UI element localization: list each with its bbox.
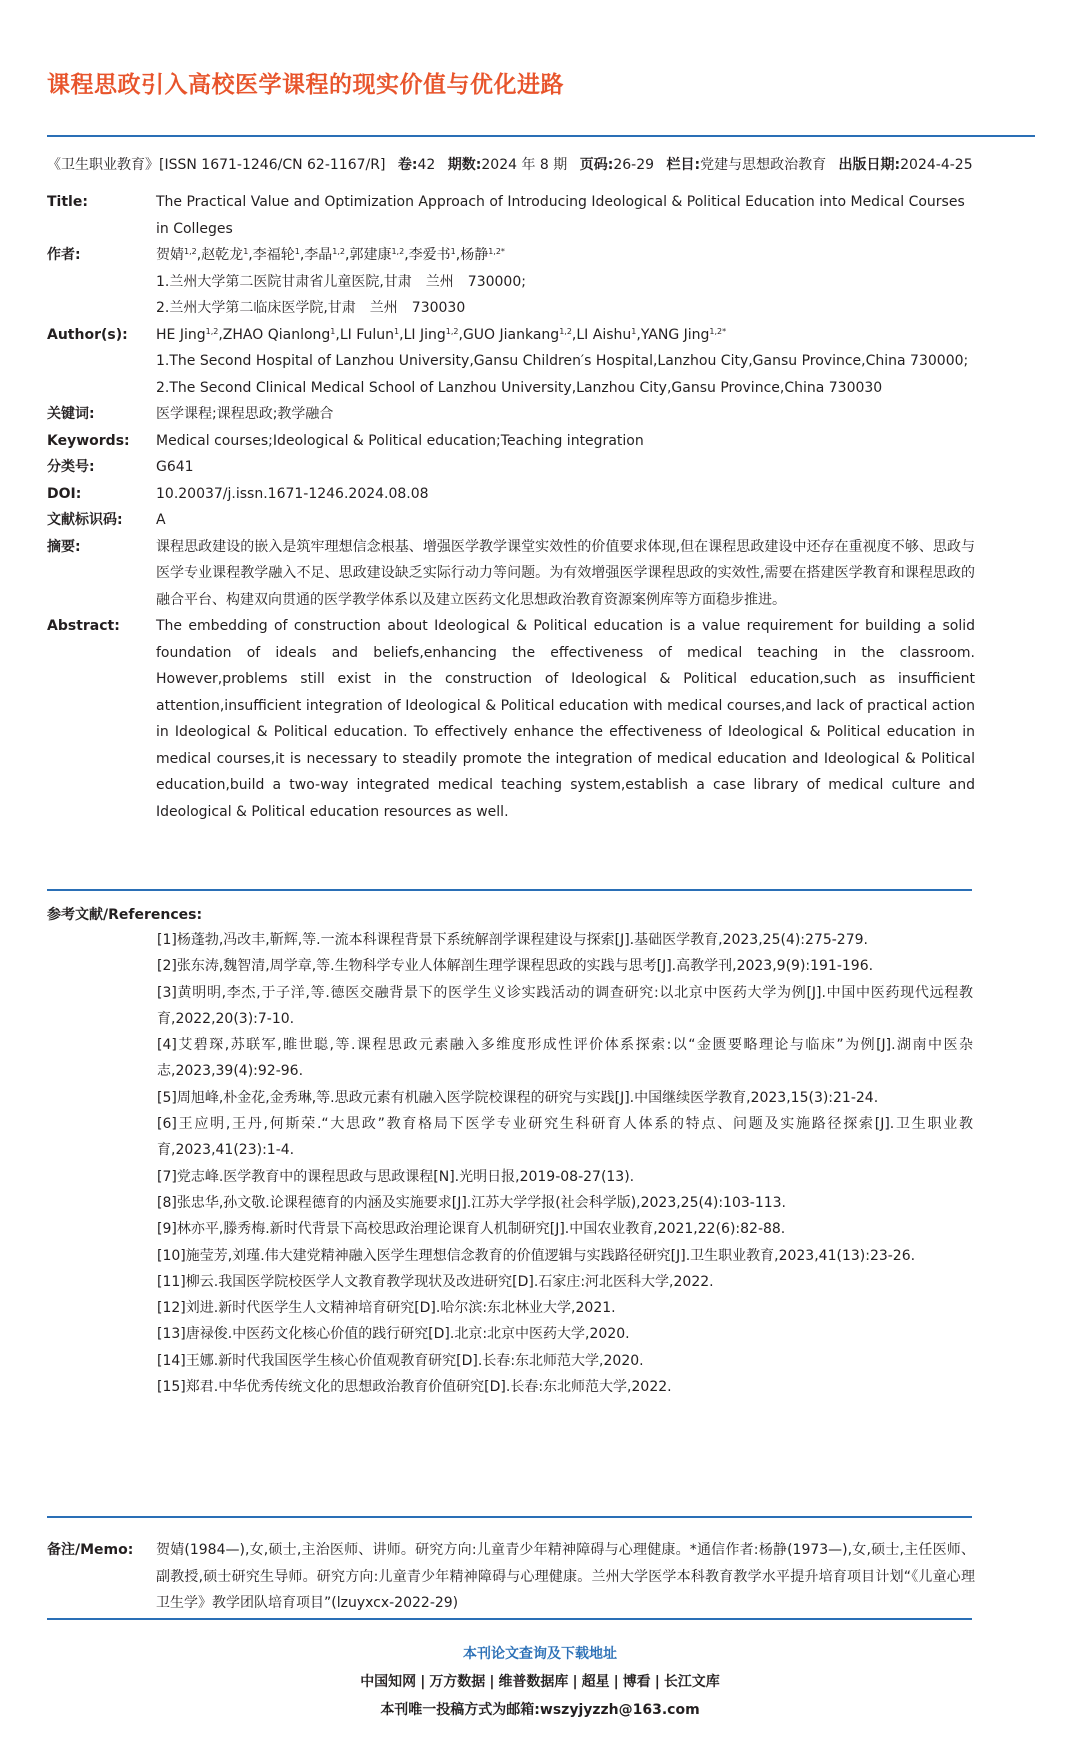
reference-item: [14]王娜.新时代我国医学生核心价值观教育研究[D].长春:东北师范大学,2020.: [157, 1352, 644, 1369]
authors-en-list: HE Jing$^{1,2}$,ZHAO Qianlong$^1$,LI Fulun$^1$,LI Jing$^{1,2}$,GUO Jiankang$^{1,2}$,LI Aishu$^1$,YANG Jing$^{1,2*}$: [156, 326, 727, 343]
reference-item: [6]王应明,王丹,何斯荣.“大思政”教育格局下医学专业研究生科研育人体系的特点、问题及实施路径探索[J].卫生职业教育,2023,41(23):1-4.: [157, 1116, 973, 1159]
date-label: 出版日期:: [838, 157, 901, 173]
reference-item: [12]刘进.新时代医学生人文精神培育研究[D].哈尔滨:东北林业大学,2021.: [157, 1300, 616, 1317]
author-name: LI Aishu: [576, 326, 632, 343]
issue-value: 2024 年 8 期: [481, 157, 568, 173]
doc-code-row: [47, 507, 975, 534]
abstract-cn-label: 摘要:: [47, 538, 81, 555]
author-name: HE Jing: [156, 326, 206, 343]
memo-divider: [47, 1516, 972, 1518]
abstract-en-text: The embedding of construction about Ideological & Political education is a value requirement for building a solid foundation of ideals and beliefs,enhancing the effectiveness of medical teaching in the classroom. However,problems still exist in the construction of Ideological & Political education,such as insufficient attention,insufficient integration of Ideological & Political education with medical courses,and lack of practical action in Ideological & Political education. To effectively enhance the effectiveness of Ideological & Political education in medical courses,it is necessary to steadily promote the integration of medical education and Ideological & Political education,build a two-way integrated medical teaching system,establish a case library of medical culture and Ideological & Political education resources as well.: [156, 618, 975, 820]
reference-item: [9]林亦平,滕秀梅.新时代背景下高校思政治理论课育人机制研究[J].中国农业教育,2021,22(6):82-88.: [157, 1221, 786, 1238]
volume-label: 卷:: [397, 157, 418, 173]
keywords-cn-row: [47, 401, 975, 428]
database-link[interactable]: 万方数据: [429, 1674, 486, 1690]
author-affiliation-mark: 1,2: [559, 326, 572, 336]
database-link[interactable]: 长江文库: [663, 1674, 720, 1690]
author-affiliation-mark: 1: [294, 247, 300, 256]
pages-label: 页码:: [579, 157, 614, 173]
author-affiliation-mark: 1,2: [332, 247, 346, 256]
article-title: 课程思政引入高校医学课程的现实价值与优化进路: [47, 72, 564, 98]
article-metadata: [47, 189, 975, 825]
authors-cn-row: [47, 242, 975, 322]
author-affiliation-mark: 1: [330, 326, 336, 336]
author-affiliation-mark: 1,2*: [709, 326, 727, 336]
footer-divider: [47, 1618, 972, 1620]
memo-text: 贺婧(1984—),女,硕士,主治医师、讲师。研究方向:儿童青少年精神障碍与心理健康。*通信作者:杨静(1973—),女,硕士,主任医师、副教授,硕士研究生导师。研究方向:儿童青少年精神障碍与心理健康。兰州大学医学本科教育教学水平提升培育项目计划“《儿童心理卫生学》教学团队培育项目”(lzuyxcx-2022-29): [156, 1542, 975, 1611]
author-affiliation-mark: 1: [243, 247, 249, 256]
separator: |: [654, 1674, 660, 1690]
class-label: 分类号:: [47, 459, 95, 475]
reference-item: [7]党志峰.医学教育中的课程思政与思政课程[N].光明日报,2019-08-27(13).: [157, 1168, 635, 1185]
reference-item: [13]唐禄俊.中医药文化核心价值的践行研究[D].北京:北京中医药大学,2020.: [157, 1326, 630, 1343]
author-name: 李晶: [304, 247, 333, 263]
submission-email: 本刊唯一投稿方式为邮箱:wszyjyzzh@163.com: [380, 1702, 700, 1718]
author-affiliation-mark: 1,2: [391, 247, 405, 256]
keywords-en-value: Medical courses;Ideological & Political education;Teaching integration: [156, 432, 644, 449]
database-link[interactable]: 博看: [622, 1674, 651, 1690]
author-affiliation-mark: 1,2: [184, 247, 197, 256]
database-link[interactable]: 超星: [581, 1674, 610, 1690]
issue-label: 期数:: [447, 157, 482, 173]
authors-en-label: Author(s):: [47, 326, 128, 343]
doi-value[interactable]: 10.20037/j.issn.1671-1246.2024.08.08: [156, 485, 429, 502]
separator: |: [489, 1674, 495, 1690]
title-en-value: The Practical Value and Optimization Approach of Introducing Ideological & Political Education into Medical Courses in Colleges: [156, 194, 965, 237]
date-value: 2024-4-25: [900, 157, 973, 173]
author-affiliation-mark: 1: [631, 326, 637, 336]
keywords-en-row: [47, 428, 975, 455]
author-affiliation-mark: 1: [394, 326, 400, 336]
keywords-en-label: Keywords:: [47, 432, 130, 449]
author-name: 李爱书: [408, 247, 451, 263]
reference-item: [5]周旭峰,朴金花,金秀琳,等.思政元素有机融入医学院校课程的研究与实践[J].中国继续医学教育,2023,15(3):21-24.: [157, 1089, 879, 1106]
volume-value: 42: [417, 157, 436, 173]
reference-item: [10]施莹芳,刘瑾.伟大建党精神融入医学生理想信念教育的价值逻辑与实践路径研究[J].卫生职业教育,2023,41(13):23-26.: [157, 1247, 916, 1264]
memo-label: 备注/Memo:: [47, 1542, 134, 1558]
abstract-en-row: [47, 613, 975, 825]
author-affiliation-mark: 1,2: [205, 326, 219, 336]
keywords-cn-label: 关键词:: [47, 406, 95, 422]
reference-item: [1]杨蓬勃,冯改丰,靳辉,等.一流本科课程背景下系统解剖学课程建设与探索[J].基础医学教育,2023,25(4):275-279.: [157, 932, 868, 948]
author-name: 郭建康: [349, 247, 392, 263]
reference-item: [2]张东涛,魏智清,周学章,等.生物科学专业人体解剖生理学课程思政的实践与思考[J].高教学刊,2023,9(9):191-196.: [157, 958, 874, 975]
author-name: 贺婧: [156, 247, 184, 263]
author-name: LI Fulun: [339, 326, 395, 343]
affiliation-cn-2: 2.兰州大学第二临床医学院,甘肃 兰州 730030: [156, 300, 466, 316]
title-en-label: Title:: [47, 194, 88, 210]
journal-name: 《卫生职业教育》[ISSN 1671-1246/CN 62-1167/R]: [47, 157, 386, 173]
authors-en-row: [47, 322, 975, 402]
class-row: [47, 454, 975, 481]
author-name: GUO Jiankang: [462, 326, 560, 343]
references-divider: [47, 889, 972, 891]
column-value: 党建与思想政治教育: [700, 157, 827, 173]
reference-item: [3]黄明明,李杰,于子洋,等.德医交融背景下的医学生义诊实践活动的调查研究:以北京中医药大学为例[J].中国中医药现代远程教育,2022,20(3):7-10.: [157, 984, 973, 1027]
abstract-cn-text: 课程思政建设的嵌入是筑牢理想信念根基、增强医学教学课堂实效性的价值要求体现,但在课程思政建设中还存在重视度不够、思政与医学专业课程教学融入不足、思政建设缺乏实际行动力等问题。为有效增强医学课程思政的实效性,需要在搭建医学教育和课程思政的融合平台、构建双向贯通的医学教学体系以及建立医药文化思想政治教育资源案例库等方面稳步推进。: [156, 538, 975, 608]
author-name: 赵乾龙: [201, 247, 244, 263]
author-name: 李福轮: [252, 247, 295, 263]
references-heading: 参考文献/References:: [47, 907, 203, 923]
authors-cn-list: 贺婧$^{1,2}$,赵乾龙$^1$,李福轮$^1$,李晶$^{1,2}$,郭建康$^{1,2}$,李爱书$^1$,杨静$^{1,2*}$: [156, 247, 505, 263]
doc-code-label: 文献标识码:: [47, 512, 123, 528]
author-name: YANG Jing: [640, 326, 710, 343]
reference-item: [15]郑君.中华优秀传统文化的思想政治教育价值研究[D].长春:东北师范大学,2022.: [157, 1379, 672, 1396]
authors-cn-label: 作者:: [47, 247, 81, 263]
title-en-row: [47, 189, 975, 242]
memo-section: [47, 1537, 975, 1617]
separator: |: [613, 1674, 619, 1690]
title-divider: [47, 135, 1035, 137]
author-name: 杨静: [460, 247, 489, 263]
author-affiliation-mark: 1,2: [445, 326, 459, 336]
author-name: ZHAO Qianlong: [222, 326, 331, 343]
author-affiliation-mark: 1: [450, 247, 456, 256]
footer-heading: 本刊论文查询及下载地址: [463, 1646, 617, 1662]
author-name: LI Jing: [403, 326, 446, 343]
reference-item: [4]艾碧琛,苏联军,睢世聪,等.课程思政元素融入多维度形成性评价体系探索:以“金匮要略理论与临床”为例[J].湖南中医杂志,2023,39(4):92-96.: [157, 1037, 973, 1080]
doi-row: [47, 481, 975, 508]
reference-item: [11]柳云.我国医学院校医学人文教育教学现状及改进研究[D].石家庄:河北医科大学,2022.: [157, 1273, 714, 1290]
publication-info: [47, 154, 1047, 174]
references-list: [157, 927, 973, 1400]
separator: |: [572, 1674, 578, 1690]
doc-code-value: A: [156, 512, 166, 528]
database-link[interactable]: 维普数据库: [498, 1674, 569, 1690]
abstract-cn-row: [47, 534, 975, 614]
author-affiliation-mark: 1,2*: [488, 247, 505, 256]
column-label: 栏目:: [666, 157, 701, 173]
pages-value: 26-29: [613, 157, 655, 173]
reference-item: [8]张忠华,孙文敬.论课程德育的内涵及实施要求[J].江苏大学学报(社会科学版),2023,25(4):103-113.: [157, 1194, 786, 1211]
affiliation-en-1: 1.The Second Hospital of Lanzhou University,Gansu Children′s Hospital,Lanzhou City,Gansu Province,China 730000;: [156, 353, 969, 369]
class-value: G641: [156, 459, 194, 475]
database-link[interactable]: 中国知网: [360, 1674, 417, 1690]
affiliation-cn-1: 1.兰州大学第二医院甘肃省儿童医院,甘肃 兰州 730000;: [156, 273, 526, 290]
database-links: [0, 1671, 1080, 1691]
abstract-en-label: Abstract:: [47, 618, 120, 634]
keywords-cn-value: 医学课程;课程思政;教学融合: [156, 406, 334, 422]
doi-label: DOI:: [47, 485, 82, 502]
affiliation-en-2: 2.The Second Clinical Medical School of Lanzhou University,Lanzhou City,Gansu Province,China 730030: [156, 379, 883, 396]
separator: |: [420, 1674, 426, 1690]
